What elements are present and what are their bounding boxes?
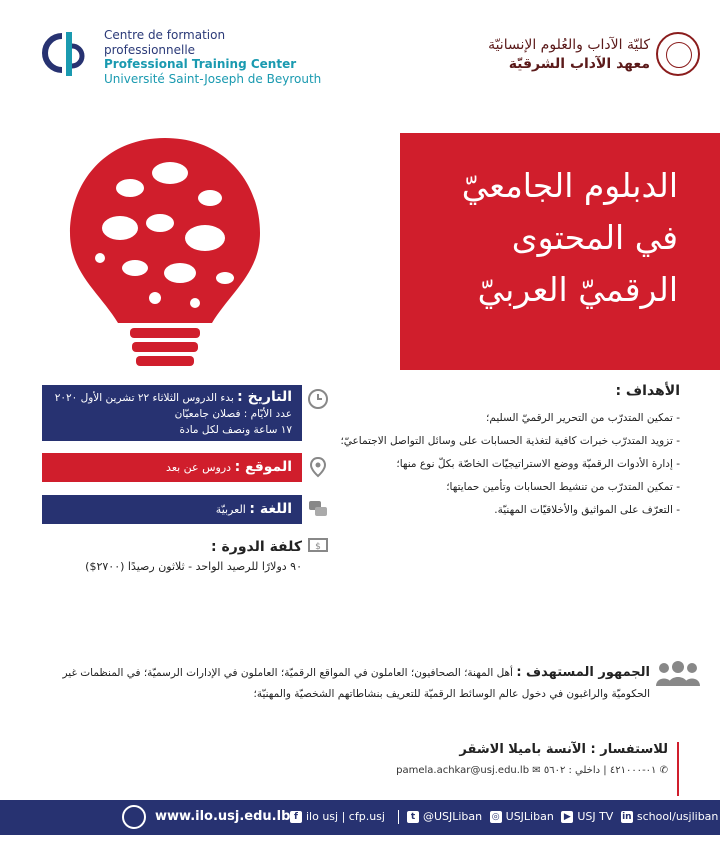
- linkedin-icon: in: [622, 812, 632, 822]
- goals-section: [330, 380, 680, 522]
- cfp-line-2: professionnelle: [104, 42, 196, 57]
- social-links: [290, 810, 720, 824]
- cfp-line-4: Université Saint-Joseph de Beyrouth: [104, 71, 322, 86]
- faculty-line-1: كليّة الآداب والعُلوم الإنسانيّة: [488, 37, 650, 53]
- clock-icon: [307, 388, 329, 410]
- title-line-1: الدبلوم الجامعيّ: [461, 166, 678, 205]
- cost-value: ٩٠ دولارًا للرصيد الواحد - ثلاثون رصيدًا (٢٧٠٠$): [85, 560, 302, 573]
- youtube-link[interactable]: USJ TV: [577, 810, 614, 823]
- twitter-link[interactable]: @USJLiban: [422, 810, 483, 823]
- goal-item: - تمكين المتدرّب من تنشيط الحسابات وتأمين حمايتها؛: [446, 481, 680, 493]
- cfp-logo: [42, 28, 92, 78]
- svg-text:$: $: [315, 542, 321, 552]
- language-label: اللغة :: [249, 501, 292, 517]
- twitter-icon: t: [407, 811, 419, 823]
- audience-icon: [656, 660, 700, 688]
- mail-icon: ✉: [532, 765, 541, 776]
- website-link[interactable]: www.ilo.usj.edu.lb: [155, 809, 291, 824]
- goal-item: - إدارة الأدوات الرقميّة ووضع الاستراتيجيّات الخاصّة بكلّ نوع منها؛: [396, 458, 680, 470]
- footer-bar: [0, 800, 720, 835]
- cfp-line-3: Professional Training Center: [104, 57, 297, 71]
- location-pin-icon: [307, 456, 329, 478]
- faculty-line-2: معهد الآداب الشرقيّة: [508, 56, 650, 72]
- title-line-2: في المحتوى: [511, 218, 678, 257]
- audience-label: الجمهور المستهدف :: [516, 665, 650, 680]
- goal-item: - تزويد المتدرّب خبرات كافية لتغذية الحسابات على وسائل التواصل الاجتماعيّ؛: [340, 435, 680, 447]
- money-icon: [307, 534, 329, 556]
- audience-text: أهل المهنة؛ الصحافيون؛ العاملون في المواقع الرقميّة؛ العاملون في الإدارات الرسميّة؛ في المنظمات غير الحكوميّة والراغبون في دخول عالم الوسائط الرقميّة للتعريف بنشاطاتهم الشخصيّة والمهنيّة؛: [62, 667, 650, 700]
- audience-section: [30, 662, 650, 705]
- language-value: العربيّة: [215, 503, 246, 516]
- cfp-name: [104, 28, 321, 86]
- lightbulb-icon: [60, 128, 270, 378]
- date-label: التاريخ :: [237, 389, 292, 405]
- duration: عدد الأيّام : فصلان جامعيّان: [174, 408, 292, 420]
- title-line-3: الرقميّ العربيّ: [477, 270, 678, 309]
- instagram-icon: ◎: [490, 811, 502, 823]
- facebook-icon: f: [290, 811, 302, 823]
- cost-block: [42, 537, 302, 577]
- goals-title: الأهداف :: [615, 383, 680, 399]
- date-block: [42, 385, 302, 441]
- phone-icon: ✆: [659, 765, 668, 776]
- language-block: [42, 495, 302, 524]
- facebook-link[interactable]: ilo usj | cfp.usj: [306, 810, 385, 823]
- location-value: دروس عن بعد: [166, 461, 232, 474]
- usj-seal-icon: [656, 32, 700, 76]
- linkedin-link[interactable]: school/usjliban: [636, 810, 719, 823]
- contact-details: [396, 765, 668, 776]
- location-label: الموقع :: [234, 459, 292, 475]
- phone-number: ٠١-٤٢١٠٠٠ | داخلي : ٥٦٠٢: [543, 765, 657, 776]
- cost-label: كلفة الدورة :: [211, 539, 302, 555]
- page-title: [358, 160, 678, 316]
- cfp-line-1: Centre de formation: [104, 28, 226, 42]
- chat-bubbles-icon: [307, 498, 329, 520]
- contact-divider: [677, 742, 679, 796]
- youtube-icon: ▶: [561, 811, 573, 823]
- faculty-name: [488, 36, 650, 74]
- globe-icon: [122, 805, 146, 829]
- hours: ١٧ ساعة ونصف لكل مادة: [179, 424, 292, 436]
- location-block: [42, 453, 302, 482]
- instagram-link[interactable]: USJLiban: [505, 810, 554, 823]
- contact-title: للاستفسار : الآنسة باميلا الاشقر: [459, 742, 668, 757]
- goal-item: - تمكين المتدرّب من التحرير الرقميّ السليم؛: [486, 412, 680, 424]
- goal-item: - التعرّف على المواثيق والأخلاقيّات المهنيّة.: [494, 504, 680, 516]
- email-link[interactable]: pamela.achkar@usj.edu.lb: [396, 765, 530, 776]
- date-value: بدء الدروس الثلاثاء ٢٢ تشرين الأول ٢٠٢٠: [54, 392, 234, 404]
